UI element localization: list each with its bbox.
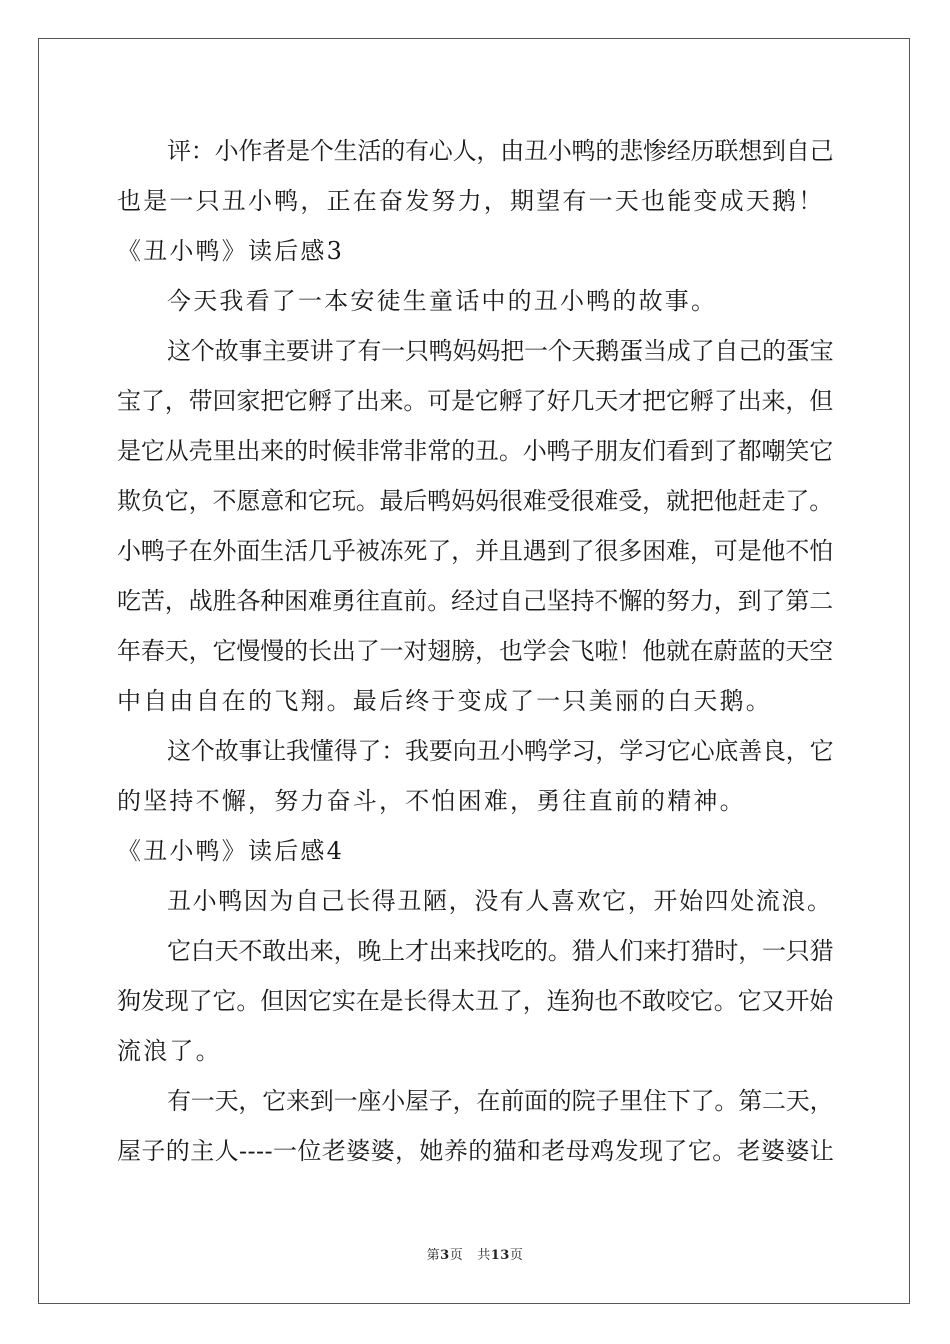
document-body	[117, 126, 833, 1176]
text-line: 有一天，它来到一座小屋子，在前面的院子里住下了。第二天，	[167, 1087, 834, 1115]
text-line: 流浪了。	[117, 1037, 222, 1065]
footer-page-prefix: 第	[426, 1248, 441, 1263]
text-line: 今天我看了一本安徒生童话中的丑小鸭的故事。	[167, 287, 718, 315]
footer-total-suffix: 页	[509, 1248, 524, 1263]
text-line: 这个故事让我懂得了：我要向丑小鸭学习，学习它心底善良，它	[167, 737, 834, 765]
text-line: 宝了，带回家把它孵了出来。可是它孵了好几天才把它孵了出来，但	[117, 387, 833, 415]
text-line: 《丑小鸭》读后感4	[117, 837, 345, 865]
text-line: 丑小鸭因为自己长得丑陋，没有人喜欢它，开始四处流浪。	[167, 887, 833, 915]
text-line: 屋子的主人----一位老婆婆，她养的猫和老母鸡发现了它。老婆婆让	[117, 1137, 835, 1165]
text-line: 中自由自在的飞翔。最后终于变成了一只美丽的白天鹅。	[117, 687, 772, 715]
text-line: 《丑小鸭》读后感3	[117, 237, 345, 265]
text-line: 吃苦，战胜各种困难勇往直前。经过自己坚持不懈的努力，到了第二	[117, 587, 833, 615]
text-line: 欺负它，不愿意和它玩。最后鸭妈妈很难受很难受，就把他赶走了。	[117, 487, 833, 515]
footer-page-current: 3	[440, 1248, 450, 1263]
text-line: 是它从壳里出来的时候非常非常的丑。小鸭子朋友们看到了都嘲笑它	[117, 437, 833, 465]
text-line: 这个故事主要讲了有一只鸭妈妈把一个天鹅蛋当成了自己的蛋宝	[167, 337, 834, 365]
text-line: 年春天，它慢慢的长出了一对翅膀，也学会飞啦！他就在蔚蓝的天空	[117, 637, 833, 665]
page-footer	[0, 1244, 950, 1263]
text-line: 狗发现了它。但因它实在是长得太丑了，连狗也不敢咬它。它又开始	[117, 987, 833, 1015]
text-line: 也是一只丑小鸭，正在奋发努力，期望有一天也能变成天鹅！	[117, 187, 825, 215]
text-line: 小鸭子在外面生活几乎被冻死了，并且遇到了很多困难，可是他不怕	[117, 537, 833, 565]
text-line: 的坚持不懈，努力奋斗，不怕困难，勇往直前的精神。	[117, 787, 746, 815]
text-line: 评：小作者是个生活的有心人，由丑小鸭的悲惨经历联想到自己	[167, 137, 834, 165]
footer-page-total: 13	[490, 1248, 510, 1263]
footer-total-prefix: 共	[477, 1248, 491, 1263]
text-line: 它白天不敢出来，晚上才出来找吃的。猎人们来打猎时，一只猎	[167, 937, 834, 965]
footer-page-suffix: 页	[449, 1248, 464, 1263]
